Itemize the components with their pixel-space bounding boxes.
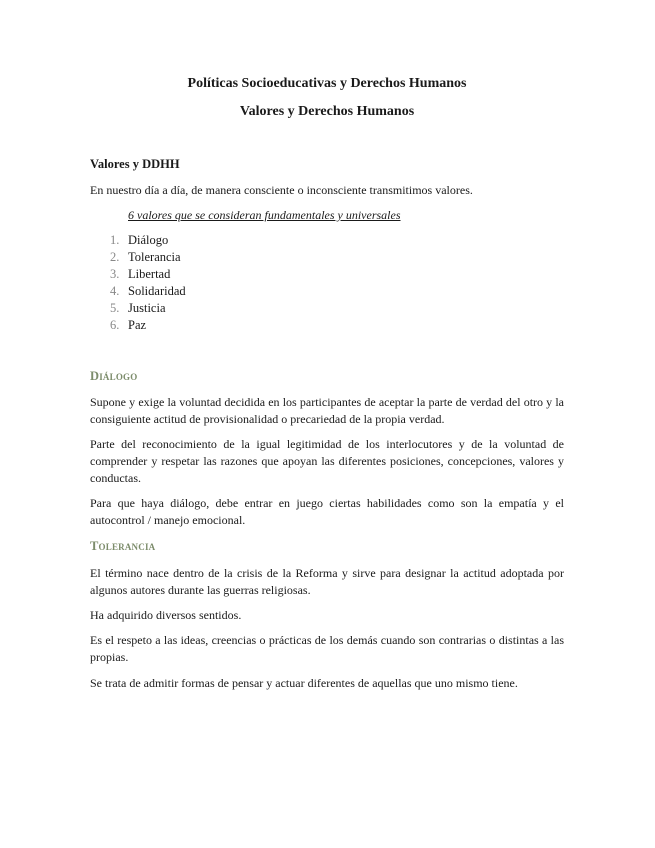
list-item bbox=[90, 317, 186, 334]
section-subheading: Valores y DDHH bbox=[90, 157, 180, 171]
tolerancia-paragraph-2: Ha adquirido diversos sentidos. bbox=[90, 608, 242, 622]
list-number: 1. bbox=[110, 233, 120, 247]
list-item bbox=[90, 266, 186, 283]
values-caption: 6 valores que se consideran fundamentales y universales bbox=[128, 208, 401, 222]
list-label: Paz bbox=[128, 318, 147, 332]
list-number: 2. bbox=[110, 250, 120, 264]
tolerancia-paragraph-3: Es el respeto a las ideas, creencias o prácticas de los demás cuando son contrarias o distintas a las propias. bbox=[90, 633, 564, 664]
list-number: 3. bbox=[110, 267, 120, 281]
list-number: 5. bbox=[110, 301, 120, 315]
document-subtitle: Valores y Derechos Humanos bbox=[239, 104, 415, 119]
dialogo-paragraph-3: Para que haya diálogo, debe entrar en juego ciertas habilidades como son la empatía y el autocontrol / manejo emocional. bbox=[90, 496, 564, 527]
document-title: Políticas Socioeducativas y Derechos Humanos bbox=[187, 76, 467, 91]
list-label: Diálogo bbox=[128, 233, 169, 247]
section-heading-tolerancia: Tolerancia bbox=[90, 539, 156, 553]
list-label: Solidaridad bbox=[128, 284, 186, 298]
tolerancia-paragraph-4: Se trata de admitir formas de pensar y actuar diferentes de aquellas que uno mismo tiene. bbox=[90, 676, 518, 690]
list-label: Tolerancia bbox=[128, 250, 181, 264]
intro-paragraph: En nuestro día a día, de manera consciente o inconsciente transmitimos valores. bbox=[90, 183, 473, 197]
list-item bbox=[90, 232, 186, 249]
list-item bbox=[90, 283, 186, 300]
section-heading-dialogo: Diálogo bbox=[90, 369, 138, 383]
dialogo-paragraph-1: Supone y exige la voluntad decidida en los participantes de aceptar la parte de verdad del otro y la consiguiente actitud de provisionalidad o precariedad de la propia verdad. bbox=[90, 395, 564, 426]
list-number: 4. bbox=[110, 284, 120, 298]
list-label: Justicia bbox=[128, 301, 166, 315]
list-item bbox=[90, 249, 186, 266]
list-number: 6. bbox=[110, 318, 120, 332]
list-label: Libertad bbox=[128, 267, 171, 281]
values-list bbox=[90, 232, 186, 334]
list-item bbox=[90, 300, 186, 317]
dialogo-paragraph-2: Parte del reconocimiento de la igual legitimidad de los interlocutores y de la voluntad de comprender y respetar las razones que apoyan las diferentes posiciones, concepciones, valores y conductas. bbox=[90, 437, 564, 485]
tolerancia-paragraph-1: El término nace dentro de la crisis de la Reforma y sirve para designar la actitud adoptada por algunos autores durante las guerras religiosas. bbox=[90, 566, 564, 597]
